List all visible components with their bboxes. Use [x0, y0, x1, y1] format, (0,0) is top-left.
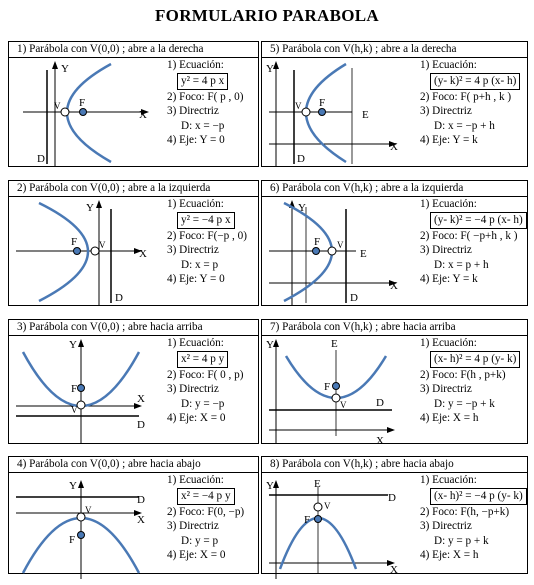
- focus-text: 2) Foco: F( p , 0): [167, 90, 244, 103]
- focus-text: 2) Foco: F(0, −p): [167, 505, 245, 518]
- directrix-eq: D: y = −p: [181, 397, 225, 410]
- card-parabola-2: [8, 180, 259, 306]
- equation-label: 1) Ecuación:: [167, 198, 224, 210]
- focus-label: F: [79, 97, 86, 109]
- equation-label: 1) Ecuación:: [420, 337, 477, 349]
- x-axis-label: X: [376, 435, 384, 447]
- equation-label: 1) Ecuación:: [420, 59, 477, 71]
- card-header: 1) Parábola con V(0,0) ; abre a la derecha: [9, 42, 258, 58]
- axis-line-label: E: [360, 248, 367, 260]
- directrix-eq: D: x = p: [181, 258, 219, 271]
- focus-label: F: [71, 236, 78, 248]
- equation-box: (y- k)² = −4 p (x- h): [430, 212, 527, 229]
- directrix-eq: D: y = −p + k: [434, 397, 495, 410]
- parabola-diagram: [11, 197, 159, 309]
- directrix-title: 3) Directriz: [420, 383, 472, 395]
- vertex-label: V: [340, 400, 347, 410]
- focus-text: 2) Foco: F( 0 , p): [167, 368, 244, 381]
- card-header: 6) Parábola con V(h,k) ; abre a la izquierda: [262, 181, 527, 197]
- vertex-label: V: [337, 240, 344, 250]
- focus-text: 2) Foco: F(h , p+k): [420, 368, 506, 381]
- card-header: 2) Parábola con V(0,0) ; abre a la izquierda: [9, 181, 258, 197]
- equation-box: y² = −4 p x: [177, 212, 235, 229]
- directrix-label: D: [137, 419, 145, 431]
- focus-label: F: [69, 534, 76, 546]
- axis-text: 4) Eje: Y = 0: [167, 273, 225, 285]
- card-header: 8) Parábola con V(h,k) ; abre hacia abajo: [262, 457, 527, 473]
- directrix-eq: D: y = p: [181, 534, 219, 547]
- card-parabola-7: [261, 319, 528, 447]
- focus-label: F: [324, 381, 331, 393]
- directrix-title: 3) Directriz: [167, 520, 219, 532]
- y-axis-label: Y: [86, 202, 94, 214]
- directrix-label: D: [115, 292, 123, 304]
- card-parabola-6: [261, 180, 528, 306]
- x-axis-label: X: [390, 141, 398, 153]
- directrix-eq: D: x = −p + h: [434, 119, 495, 132]
- vertex-label: V: [85, 505, 92, 515]
- directrix-label: D: [376, 397, 384, 409]
- x-axis-label: X: [390, 280, 398, 292]
- focus-text: 2) Foco: F( p+h , k ): [420, 90, 512, 103]
- card-parabola-3: [8, 319, 259, 444]
- card-parabola-8: [261, 456, 528, 574]
- focus-text: 2) Foco: F( −p+h , k ): [420, 229, 518, 242]
- formula-block: [167, 336, 243, 426]
- directrix-title: 3) Directriz: [167, 383, 219, 395]
- axis-text: 4) Eje: X = 0: [167, 549, 226, 561]
- axis-text: 4) Eje: Y = k: [420, 273, 478, 285]
- card-header: 7) Parábola con V(h,k) ; abre hacia arriba: [262, 320, 527, 336]
- axis-line-label: E: [331, 338, 338, 350]
- page-title: FORMULARIO PARABOLA: [154, 6, 380, 25]
- equation-label: 1) Ecuación:: [167, 59, 224, 71]
- directrix-title: 3) Directriz: [167, 244, 219, 256]
- vertex-label: V: [324, 501, 331, 511]
- y-axis-label: Y: [298, 202, 306, 214]
- directrix-eq: D: x = p + h: [434, 258, 489, 271]
- directrix-title: 3) Directriz: [420, 520, 472, 532]
- formula-block: [420, 58, 520, 148]
- parabola-diagram: [264, 58, 412, 170]
- directrix-label: D: [297, 153, 305, 165]
- equation-box: x² = 4 p y: [177, 351, 228, 368]
- equation-label: 1) Ecuación:: [420, 474, 477, 486]
- focus-label: F: [71, 383, 78, 395]
- formula-block: [167, 58, 243, 148]
- y-axis-label: Y: [266, 480, 274, 492]
- vertex-label: V: [71, 405, 78, 415]
- vertex-label: V: [295, 101, 302, 111]
- focus-text: 2) Foco: F(−p , 0): [167, 229, 247, 242]
- axis-text: 4) Eje: X = 0: [167, 412, 226, 424]
- focus-label: F: [319, 97, 326, 109]
- parabola-diagram: [11, 473, 159, 585]
- axis-text: 4) Eje: Y = 0: [167, 134, 225, 146]
- directrix-label: D: [350, 292, 358, 304]
- formula-block: [167, 473, 244, 563]
- focus-label: F: [304, 514, 311, 526]
- equation-box: x² = −4 p y: [177, 488, 235, 505]
- directrix-title: 3) Directriz: [420, 244, 472, 256]
- axis-text: 4) Eje: X = h: [420, 412, 479, 424]
- focus-label: F: [314, 236, 321, 248]
- card-header: 5) Parábola con V(h,k) ; abre a la derecha: [262, 42, 527, 58]
- axis-line-label: E: [362, 109, 369, 121]
- directrix-eq: D: y = p + k: [434, 534, 489, 547]
- y-axis-label: Y: [69, 480, 77, 492]
- formula-block: [420, 473, 527, 563]
- directrix-label: D: [37, 153, 45, 165]
- y-axis-label: Y: [61, 63, 69, 75]
- y-axis-label: Y: [266, 63, 274, 75]
- focus-text: 2) Foco: F(h, −p+k): [420, 505, 510, 518]
- parabola-diagram: [264, 473, 412, 585]
- card-header: 3) Parábola con V(0,0) ; abre hacia arriba: [9, 320, 258, 336]
- equation-label: 1) Ecuación:: [167, 337, 224, 349]
- x-axis-label: X: [390, 564, 398, 576]
- formula-block: [420, 336, 520, 426]
- x-axis-label: X: [139, 248, 147, 260]
- equation-label: 1) Ecuación:: [420, 198, 477, 210]
- equation-box: (x- h)² = −4 p (y- k): [430, 488, 527, 505]
- parabola-diagram: [11, 58, 159, 170]
- equation-box: y² = 4 p x: [177, 73, 228, 90]
- vertex-label: V: [99, 240, 106, 250]
- card-parabola-4: [8, 456, 259, 574]
- vertex-label: V: [54, 101, 61, 111]
- equation-box: (y- k)² = 4 p (x- h): [430, 73, 520, 90]
- x-axis-label: X: [137, 393, 145, 405]
- axis-text: 4) Eje: X = h: [420, 549, 479, 561]
- card-header: 4) Parábola con V(0,0) ; abre hacia abajo: [9, 457, 258, 473]
- card-parabola-5: [261, 41, 528, 167]
- x-axis-label: X: [137, 514, 145, 526]
- directrix-title: 3) Directriz: [420, 105, 472, 117]
- x-axis-label: X: [139, 109, 147, 121]
- equation-label: 1) Ecuación:: [167, 474, 224, 486]
- formula-block: [420, 197, 527, 287]
- parabola-diagram: [11, 336, 159, 448]
- card-parabola-1: [8, 41, 259, 167]
- axis-text: 4) Eje: Y = k: [420, 134, 478, 146]
- equation-box: (x- h)² = 4 p (y- k): [430, 351, 520, 368]
- formula-block: [167, 197, 247, 287]
- parabola-diagram: [264, 336, 412, 448]
- y-axis-label: Y: [69, 339, 77, 351]
- y-axis-label: Y: [266, 339, 274, 351]
- parabola-diagram: [264, 197, 412, 309]
- directrix-label: D: [137, 494, 145, 506]
- directrix-eq: D: x = −p: [181, 119, 225, 132]
- axis-line-label: E: [314, 478, 321, 490]
- directrix-title: 3) Directriz: [167, 105, 219, 117]
- directrix-label: D: [388, 492, 396, 504]
